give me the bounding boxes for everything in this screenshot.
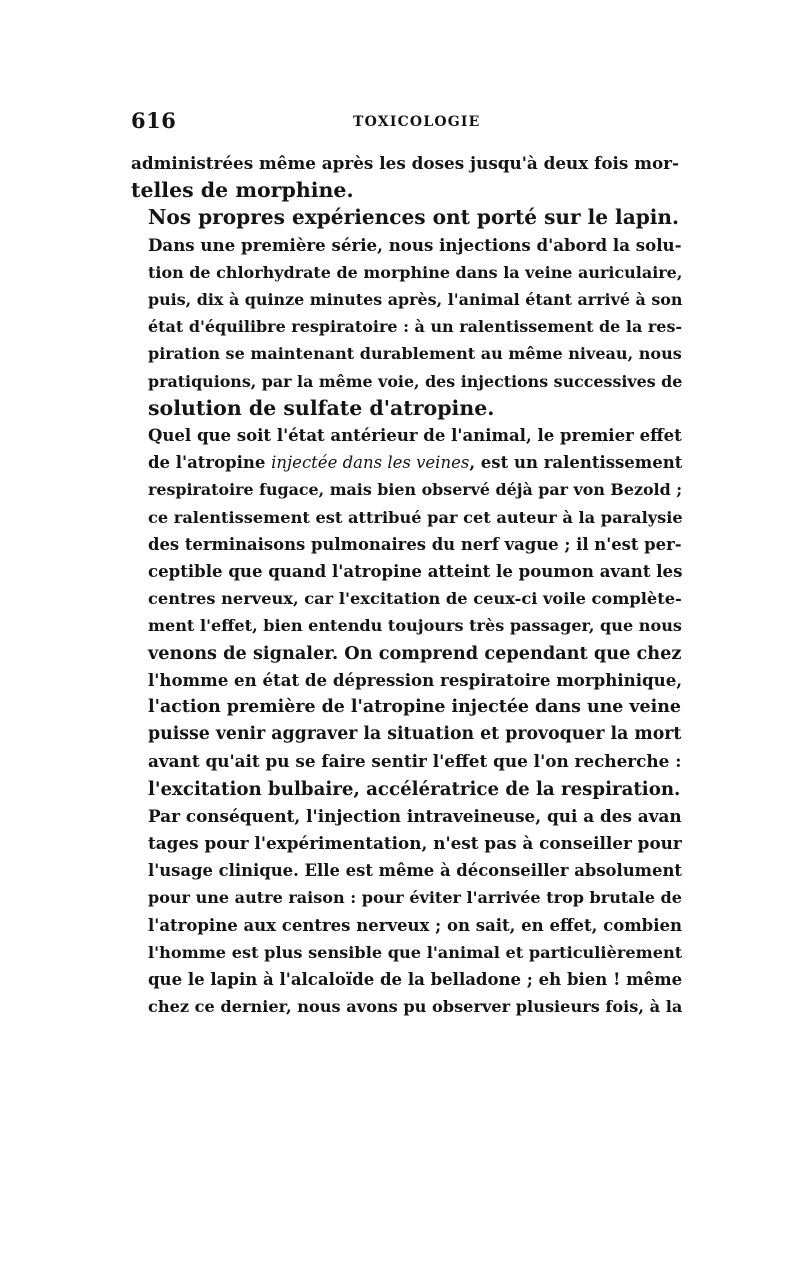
paragraph	[131, 232, 683, 422]
text-line: telles de morphine.	[131, 178, 354, 203]
text-line: administrées même après les doses jusqu'à deux fois mor-	[131, 153, 679, 173]
text-line: tion de chlorhydrate de morphine dans la veine auriculaire,	[148, 262, 683, 282]
running-head	[131, 108, 679, 138]
text-line-with-italic	[131, 449, 683, 476]
text-line: l'excitation bulbaire, accélératrice de la respiration.	[148, 778, 681, 800]
body-text	[131, 150, 683, 1021]
text-line: puis, dix à quinze minutes après, l'animal étant arrivé à son	[148, 290, 683, 310]
text-line: pratiquions, par la même voie, des injections successives de	[148, 371, 683, 391]
page-number: 616	[131, 108, 177, 133]
text-line: que le lapin à l'alcaloïde de la belladone ; eh bien ! même	[148, 969, 683, 990]
text-line: des terminaisons pulmonaires du nerf vague ; il n'est per-	[148, 534, 682, 554]
paragraph	[131, 204, 679, 231]
text-line: venons de signaler. On comprend cependant que chez	[148, 642, 682, 664]
text-segment: de l'atropine	[148, 453, 272, 473]
text-line: Nos propres expériences ont porté sur le lapin.	[148, 205, 680, 230]
text-line: puisse venir aggraver la situation et provoquer la mort	[148, 724, 682, 745]
text-line: ment l'effet, bien entendu toujours très passager, que nous	[148, 616, 682, 636]
text-line: solution de sulfate d'atropine.	[148, 395, 495, 420]
text-line: pour une autre raison : pour éviter l'arrivée trop brutale de	[148, 888, 682, 908]
paragraph	[131, 150, 679, 204]
text-line: respiratoire fugace, mais bien observé déjà par von Bezold ;	[148, 480, 683, 500]
text-line: tages pour l'expérimentation, n'est pas à conseiller pour	[148, 833, 682, 854]
paragraph	[131, 803, 683, 1021]
text-line: Dans une première série, nous injections d'abord la solu-	[148, 234, 682, 255]
text-line: ceptible que quand l'atropine atteint le poumon avant les	[148, 561, 683, 582]
italic-emphasis: injectée dans les veines	[271, 453, 470, 473]
running-title: TOXICOLOGIE	[353, 114, 481, 130]
text-line: Quel que soit l'état antérieur de l'animal, le premier effet	[148, 425, 682, 446]
text-line: l'homme est plus sensible que l'animal et particulièrement	[148, 942, 683, 962]
text-line: l'homme en état de dépression respiratoire morphinique,	[148, 669, 683, 690]
text-segment: , est un ralentissement	[469, 453, 683, 473]
text-line: l'atropine aux centres nerveux ; on sait, en effet, combien	[148, 914, 683, 935]
text-line: centres nerveux, car l'excitation de ceux-ci voile complète-	[148, 589, 682, 609]
paragraph	[131, 422, 683, 803]
text-line: l'action première de l'atropine injectée dans une veine	[148, 697, 681, 718]
text-line: avant qu'ait pu se faire sentir l'effet que l'on recherche :	[148, 751, 682, 772]
text-line: piration se maintenant durablement au même niveau, nous	[148, 344, 682, 364]
text-line: état d'équilibre respiratoire : à un ralentissement de la res-	[148, 317, 683, 337]
text-line: ce ralentissement est attribué par cet auteur à la paralysie	[148, 507, 683, 527]
text-line: l'usage clinique. Elle est même à déconseiller absolument	[148, 861, 682, 881]
text-line: chez ce dernier, nous avons pu observer plusieurs fois, à la	[148, 997, 683, 1017]
text-line: Par conséquent, l'injection intraveineuse, qui a des avan	[148, 805, 682, 826]
